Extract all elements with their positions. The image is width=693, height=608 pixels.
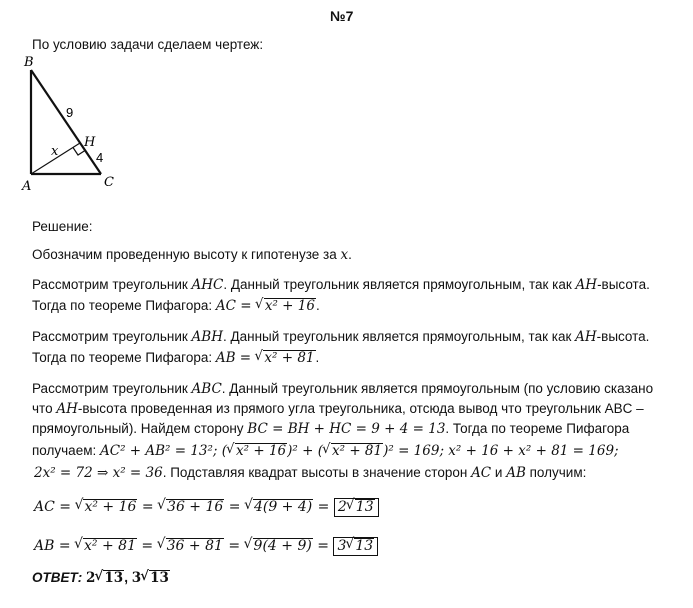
- equation-ac: AC = √ x² + 16 = √ 36 + 16 = √ 4(9 + 4) = 2√ 13: [34, 498, 379, 517]
- paragraph-4-line-4: получаем: AC² + AB² = 13²; (√ x² + 16)² + (√ x² + 81)² = 169; x² + 16 + x² + 81 = 169;: [32, 443, 619, 459]
- paragraph-4-line-3: прямоугольный). Найдем сторону BC = BH + HC = 9 + 4 = 13. Тогда по теореме Пифагора: [32, 421, 630, 437]
- paragraph-2-line-1: Рассмотрим треугольник AHC. Данный треугольник является прямоугольным, так как AH-высота.: [32, 277, 650, 293]
- page-title: №7: [330, 8, 354, 24]
- triangle-figure: [0, 0, 140, 200]
- paragraph-2-line-2: Тогда по теореме Пифагора: AC = √ x² + 16.: [32, 298, 320, 314]
- label-c: C: [104, 175, 114, 190]
- final-answer: ОТВЕТ: 2√ 13, 3√ 13: [32, 570, 170, 586]
- paragraph-4-line-5: 2x² = 72 ⇒ x² = 36. Подставляя квадрат высоты в значение сторон AC и AB получим:: [34, 465, 587, 481]
- label-a: A: [22, 179, 32, 194]
- paragraph-4-line-1: Рассмотрим треугольник ABC. Данный треугольник является прямоугольным (по условию сказано: [32, 381, 654, 397]
- label-b: B: [24, 55, 34, 70]
- paragraph-3-line-1: Рассмотрим треугольник ABH. Данный треугольник является прямоугольным, так как AH-высота.: [32, 329, 650, 345]
- solution-heading: Решение:: [32, 219, 93, 234]
- answer-box-ac: 2√ 13: [334, 498, 379, 517]
- paragraph-1: Обозначим проведенную высоту к гипотенузе за x.: [32, 247, 352, 263]
- paragraph-3-line-2: Тогда по теореме Пифагора: AB = √ x² + 81.: [32, 350, 319, 366]
- label-h: H: [84, 135, 96, 150]
- answer-box-ab: 3√ 13: [333, 537, 378, 556]
- paragraph-4-line-2: что AH-высота проведенная из прямого угла треугольника, отсюда вывод что треугольник ABC –: [32, 401, 644, 417]
- label-x: x: [51, 144, 59, 159]
- side-bc: [31, 70, 104, 174]
- equation-ab: AB = √ x² + 81 = √ 36 + 81 = √ 9(4 + 9) = 3√ 13: [34, 537, 378, 556]
- label-9: 9: [66, 105, 74, 120]
- label-4: 4: [96, 150, 104, 165]
- intro-text: По условию задачи сделаем чертеж:: [32, 37, 264, 52]
